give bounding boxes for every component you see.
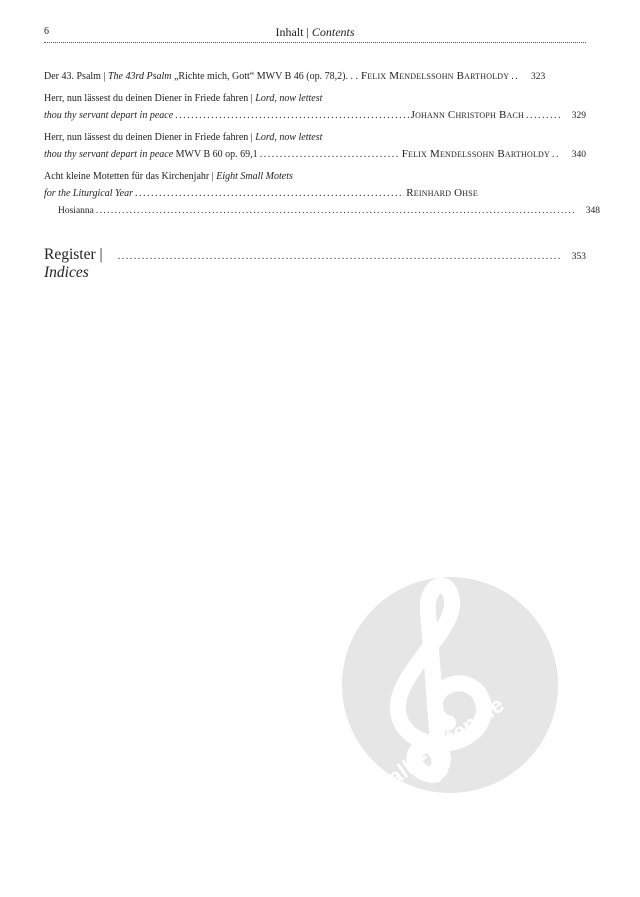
page-ref: 353 [571, 252, 586, 262]
title-en-cont: thou thy servant depart in peace [44, 110, 174, 121]
toc-entry[interactable] [44, 70, 586, 84]
toc-line [44, 131, 586, 144]
title-de: Inhalt [275, 25, 304, 39]
title-en: Lord, now lettest [255, 93, 323, 104]
title-rest: „Richte mich, Gott“ MWV B 46 (op. 78,2). . . [171, 71, 358, 82]
title-en-cont: for the Liturgical Year [44, 188, 133, 199]
title-de: Herr, nun lässest du deinen Diener in Friede fahren | [44, 132, 256, 143]
title-separator: | [95, 246, 103, 263]
composer-name: Reinhard Ohse [406, 187, 478, 199]
subentry-title: Hosianna [58, 206, 94, 216]
watermark-text: alle-noten.de [382, 691, 509, 791]
leader-dots [175, 109, 408, 122]
title-en-cont: thou thy servant depart in peace [44, 149, 174, 160]
composer-name: Felix Mendelssohn Bartholdy [360, 70, 510, 82]
leader-dots [96, 205, 574, 218]
page-ref: 340 [571, 150, 586, 160]
title-en: Lord, now lettest [255, 132, 323, 143]
title-de: Der 43. Psalm | [44, 71, 108, 82]
toc-line [44, 109, 586, 123]
composer-name: Felix Mendelssohn Bartholdy [401, 148, 550, 160]
page-title [44, 25, 586, 40]
entry-title [44, 92, 322, 105]
leader-dots [552, 148, 560, 161]
entry-title [44, 131, 322, 144]
leader-dots [260, 148, 400, 161]
title-en: Indices [44, 264, 89, 281]
title-de: Register [44, 246, 96, 263]
leader-dots [511, 70, 519, 83]
title-en: Contents [311, 25, 355, 39]
toc-entry[interactable] [44, 92, 586, 123]
title-rest: MWV B 60 op. 69,1 [173, 149, 258, 160]
title-de: Acht kleine Motetten für das Kirchenjahr | [44, 171, 217, 182]
toc-entry[interactable] [44, 131, 586, 162]
page-ref: 348 [585, 206, 600, 216]
composer-name: Johann Christoph Bach [410, 109, 524, 121]
page-ref: 329 [571, 111, 586, 121]
leader-dots [118, 251, 560, 262]
toc-line [44, 170, 586, 183]
register-entry[interactable] [44, 246, 586, 282]
title-de: Herr, nun lässest du deinen Diener in Friede fahren | [44, 93, 256, 104]
leader-dots [526, 109, 560, 122]
entry-title-cont [44, 148, 258, 161]
title-separator: | [303, 25, 312, 39]
toc-line [44, 70, 586, 84]
toc-subentry[interactable] [44, 205, 600, 218]
toc-line [44, 148, 586, 162]
title-en: Eight Small Motets [216, 171, 293, 182]
title-en: The 43rd Psalm [107, 71, 172, 82]
register-title [44, 246, 116, 282]
entry-title [44, 70, 358, 83]
toc-entry[interactable] [44, 170, 600, 218]
toc-line [44, 187, 586, 200]
page-number: 6 [44, 26, 49, 37]
toc-line [44, 92, 586, 105]
toc-line [44, 246, 586, 282]
page-header [44, 26, 586, 43]
watermark-logo [340, 575, 560, 795]
page-ref: 323 [531, 72, 546, 82]
leader-dots [135, 187, 404, 200]
entry-title [44, 170, 293, 183]
